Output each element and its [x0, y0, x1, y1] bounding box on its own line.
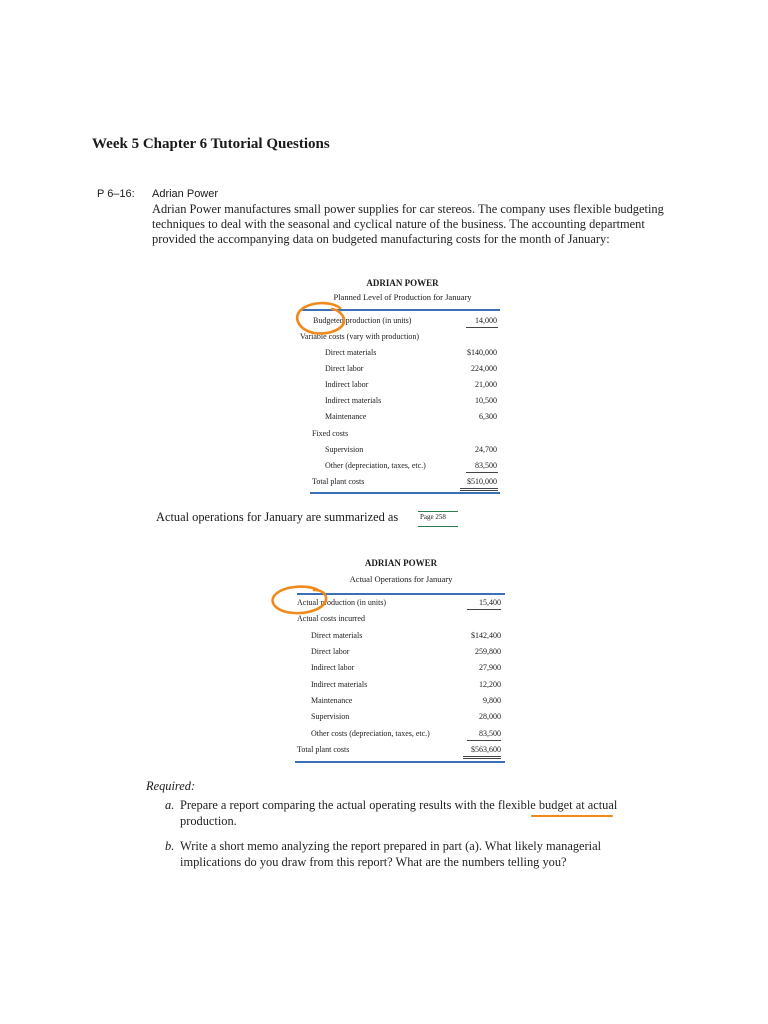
actual-production-label: Actual production (in units)	[297, 598, 387, 607]
page-reference-rule	[418, 526, 458, 527]
actual-row-label: Other costs (depreciation, taxes, etc.)	[311, 729, 430, 738]
budget-row-value: 224,000	[471, 364, 497, 373]
actual-row-label: Supervision	[311, 712, 350, 721]
orange-circle-annotation-icon	[268, 582, 358, 622]
item-a-letter: a.	[165, 798, 175, 812]
page-reference: Page 258	[420, 513, 446, 521]
budget-row-label: Maintenance	[325, 412, 367, 421]
problem-intro	[152, 202, 712, 247]
budget-row-label: Indirect materials	[325, 396, 382, 405]
actual-row-label: Maintenance	[311, 696, 353, 705]
budget-production-value: 14,000	[475, 316, 497, 325]
actual-total-value: $563,600	[471, 745, 501, 754]
budget-row-value: 21,000	[475, 380, 497, 389]
total-double-underline	[463, 758, 501, 759]
orange-circle-annotation-icon	[292, 300, 368, 340]
total-double-underline	[460, 490, 498, 491]
item-a-text-end: at actual	[572, 798, 618, 812]
actual-row-value: 27,900	[479, 663, 501, 672]
budget-table-title: ADRIAN POWER	[366, 278, 439, 288]
actual-row-value: 259,800	[475, 647, 501, 656]
budget-table-subtitle: Planned Level of Production for January	[333, 292, 472, 302]
actual-row-value: $142,400	[471, 631, 501, 640]
variable-costs-header: Variable costs (vary with production)	[300, 332, 420, 341]
problem-title: Adrian Power	[152, 188, 219, 200]
total-double-underline	[460, 488, 498, 489]
item-a-text: Prepare a report comparing the actual operating results with the	[180, 798, 498, 812]
flexible-budget-term: flexible budget	[497, 798, 573, 812]
table-rule	[295, 761, 505, 763]
actual-row-label: Direct labor	[311, 647, 350, 656]
value-underline	[467, 609, 501, 610]
item-a-line2: production.	[180, 814, 237, 828]
page-title: Week 5 Chapter 6 Tutorial Questions	[92, 136, 330, 152]
budget-total-label: Total plant costs	[312, 477, 365, 486]
page-reference-rule	[418, 511, 458, 512]
value-underline	[466, 472, 498, 473]
budget-row-value: 10,500	[475, 396, 497, 405]
intro-line: Adrian Power manufactures small power supplies for car stereos. The company uses flexible budgeting	[152, 202, 664, 216]
budget-total-value: $510,000	[467, 477, 497, 486]
budget-row-value: 83,500	[475, 461, 497, 470]
actual-row-value: 9,800	[483, 696, 501, 705]
budget-row-label: Supervision	[325, 445, 364, 454]
actual-row-label: Direct materials	[311, 631, 363, 640]
actual-row-label: Indirect labor	[311, 663, 355, 672]
actual-row-value: 12,200	[479, 680, 501, 689]
actual-row-value: 83,500	[479, 729, 501, 738]
item-b-line2: implications do you draw from this report? What are the numbers telling you?	[180, 855, 567, 869]
item-b-line1: Write a short memo analyzing the report prepared in part (a). What likely managerial	[180, 839, 602, 853]
budget-row-label: Direct labor	[325, 364, 364, 373]
actual-table-title: ADRIAN POWER	[364, 558, 438, 568]
budget-row-value: 6,300	[479, 412, 497, 421]
budget-row-label: Indirect labor	[325, 380, 369, 389]
budget-row-value: 24,700	[475, 445, 497, 454]
actual-production-value: 15,400	[479, 598, 501, 607]
item-a-line1	[180, 798, 617, 813]
budget-row-label: Direct materials	[325, 348, 377, 357]
required-heading: Required:	[146, 779, 196, 793]
table-rule	[310, 492, 500, 494]
actual-operations-intro: Actual operations for January are summarized as	[156, 510, 399, 524]
value-underline	[467, 740, 501, 741]
intro-line: techniques to deal with the seasonal and cyclical nature of the business. The accounting department	[152, 217, 645, 231]
budget-production-label: Budgeted production (in units)	[313, 316, 412, 325]
problem-number: P 6–16:	[97, 188, 135, 200]
intro-line: provided the accompanying data on budgeted manufacturing costs for the month of January:	[152, 232, 610, 246]
item-b-letter: b.	[165, 839, 175, 853]
actual-row-value: 28,000	[479, 712, 501, 721]
actual-total-label: Total plant costs	[297, 745, 350, 754]
actual-costs-header: Actual costs incurred	[297, 614, 365, 623]
actual-table-subtitle: Actual Operations for January	[349, 574, 453, 584]
value-underline	[466, 327, 498, 328]
budget-row-label: Other (depreciation, taxes, etc.)	[325, 461, 426, 470]
budget-row-value: $140,000	[467, 348, 497, 357]
actual-row-label: Indirect materials	[311, 680, 368, 689]
total-double-underline	[463, 756, 501, 757]
fixed-costs-header: Fixed costs	[312, 429, 349, 438]
flexible-budget-underline	[531, 815, 613, 817]
